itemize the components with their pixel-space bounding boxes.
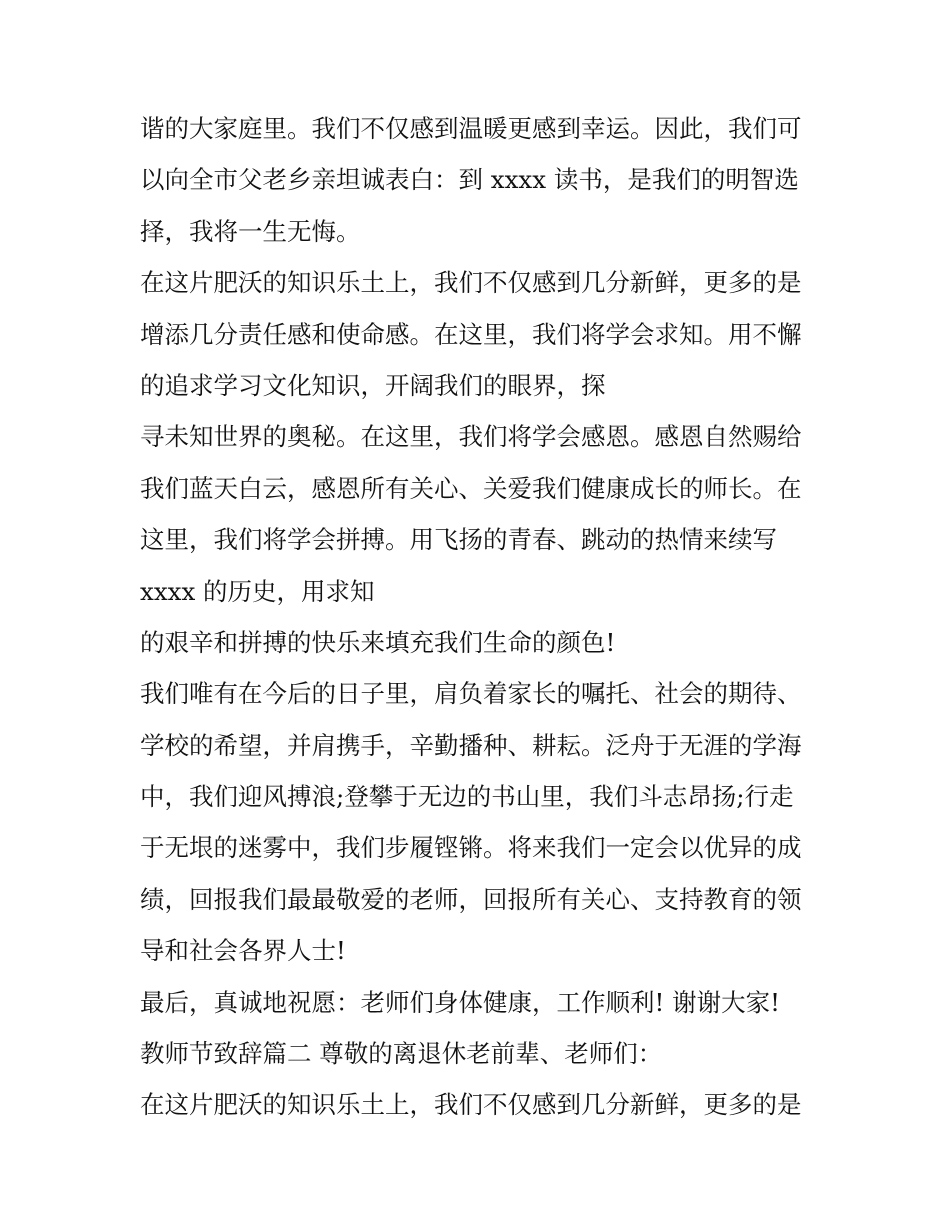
text-line: 绩，回报我们最最敬爱的老师，回报所有关心、支持教育的领	[140, 884, 802, 914]
text-line: 在这片肥沃的知识乐土上，我们不仅感到几分新鲜，更多的是	[140, 268, 802, 298]
text-line: 学校的希望，并肩携手，辛勤播种、耕耘。泛舟于无涯的学海	[140, 730, 802, 760]
text-line: 在这片肥沃的知识乐土上，我们不仅感到几分新鲜，更多的是	[140, 1090, 802, 1120]
text-line: 这里，我们将学会拼搏。用飞扬的青春、跳动的热情来续写	[140, 525, 777, 555]
text-line: 的追求学习文化知识，开阔我们的眼界，探	[140, 370, 606, 400]
text-line: 我们蓝天白云，感恩所有关心、关爱我们健康成长的师长。在	[140, 473, 802, 503]
document-body	[140, 103, 820, 1131]
text-line: 寻未知世界的奥秘。在这里，我们将学会感恩。感恩自然赐给	[140, 422, 802, 452]
text-line: 增添几分责任感和使命感。在这里，我们将学会求知。用不懈	[140, 319, 802, 349]
text-line: 择，我将一生无悔。	[140, 216, 361, 246]
text-line: 于无垠的迷雾中，我们步履铿锵。将来我们一定会以优异的成	[140, 833, 802, 863]
text-line: 最后，真诚地祝愿：老师们身体健康，工作顺利! 谢谢大家!	[140, 987, 780, 1017]
text-line: 教师节致辞篇二 尊敬的离退休老前辈、老师们：	[140, 1039, 663, 1069]
text-line: xxxx 的历史，用求知	[140, 576, 375, 606]
text-line: 的艰辛和拼搏的快乐来填充我们生命的颜色!	[140, 627, 616, 657]
text-line: 导和社会各界人士!	[140, 936, 346, 966]
text-line: 我们唯有在今后的日子里，肩负着家长的嘱托、社会的期待、	[140, 679, 802, 709]
text-line: 以向全市父老乡亲坦诚表白：到 xxxx 读书，是我们的明智选	[140, 165, 799, 195]
text-line: 中，我们迎风搏浪;登攀于无边的书山里，我们斗志昂扬;行走	[140, 782, 794, 812]
text-line: 谐的大家庭里。我们不仅感到温暖更感到幸运。因此，我们可	[140, 114, 802, 143]
